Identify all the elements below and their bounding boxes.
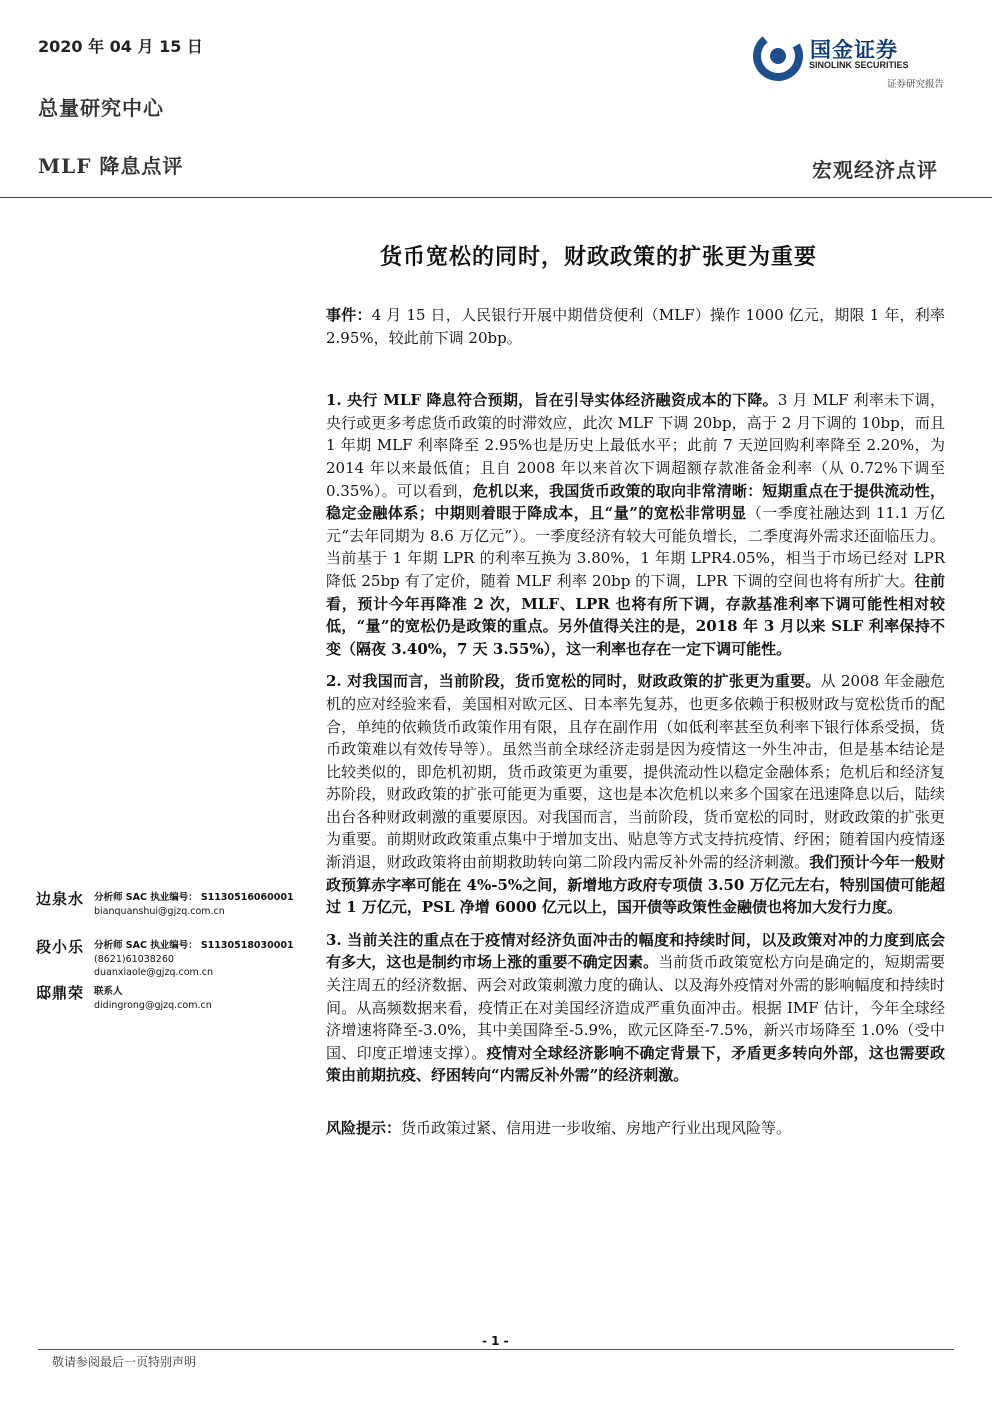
analyst-email[interactable]: bianquanshui@gjzq.com.cn [94, 905, 225, 917]
analyst-name: 邸鼎荣 [36, 984, 85, 1002]
section-1-seg-2: 危机以来，我国货币政策的取向非常清晰：短期重点在于提供流动性，稳定金融体系；中期则着眼于降成本，且“量”的宽松非常明显 [326, 481, 945, 523]
footer-divider [38, 1349, 954, 1350]
logo-name-cn: 国金证券 [810, 38, 898, 62]
section-2-seg-1: 从 2008 年金融危机的应对经验来看，美国相对欧元区、日本率先复苏，也更多依赖于积极财政与宽松货币的配合，单纯的依赖货币政策作用有限，且存在副作用（如低利率甚至负利率下银行体系受损，货币政策难以有效传导等）。虽然当前全球经济走弱是因为疫情这一外生冲击，但是基本结论是比较类似的，即危机初期，货币政策更为重要，提供流动性以稳定金融体系；危机后和经济复苏阶段，财政政策的扩张可能更为重要，这也是本次危机以来多个国家在迅速降息以后，陆续出台各种财政刺激的重要原因。对我国而言，当前阶段，货币宽松的同时，财政政策的扩张更为重要。前期财政政策重点集中于增加支出、贴息等方式支持抗疫情、纾困；随着国内疫情逐渐消退，财政政策将由前期救助转向第二阶段内需反补外需的经济刺激。 [326, 672, 945, 872]
section-1-seg-0: 1. 央行 MLF 降息符合预期，旨在引导实体经济融资成本的下降。 [326, 391, 778, 410]
analyst-list [36, 888, 306, 1030]
logo-name-en: SINOLINK SECURITIES [809, 60, 909, 70]
analyst-phone: (8621)61038260 [94, 953, 174, 965]
risk-label: 风险提示： [326, 1119, 402, 1137]
analyst-role: 分析师 SAC 执业编号： [94, 892, 198, 903]
section-1-seg-3: （一季度社融达到 11.1 万亿元“去年同期为 8.6 万亿元”）。一季度经济有较大可能负增长，二季度海外需求还面临压力。当前基于 1 年期 LPR 的利率互换为 3.80%，1 年期 LPR4.05%，相当于市场已经对 LPR 降低 25bp 有了定价，随着 MLF 利率 20bp 的下调，LPR 下调的空间也将有所扩大。 [326, 504, 946, 590]
analyst-info [94, 891, 294, 918]
analyst-role: 分析师 SAC 执业编号： [94, 940, 198, 951]
report-title: 货币宽松的同时，财政政策的扩张更为重要 [380, 244, 818, 270]
analyst-name: 边泉水 [36, 890, 85, 908]
section-3-seg-1: 当前货币政策宽松方向是确定的，短期需要关注周五的经济数据、两会对政策刺激力度的确认、以及海外疫情对外需的影响幅度和持续时间。从高频数据来看，疫情正在对美国经济造成严重负面冲击。根据 IMF 估计，今年全球经济增速将降至-3.0%，其中美国降至-5.9%，欧元区降至-7.5%，新兴市场降至 1.0%（受中国、印度正增速支撑）。 [326, 953, 945, 1062]
report-category: 宏观经济点评 [812, 158, 938, 182]
analyst-card [36, 982, 306, 1030]
company-logo [752, 30, 948, 92]
page-number: - 1 - [482, 1334, 509, 1348]
event-label: 事件： [326, 306, 372, 324]
analyst-info [94, 985, 212, 1012]
sinolink-logo-icon [752, 30, 804, 82]
footer-disclaimer: 敬请参阅最后一页特别声明 [52, 1355, 197, 1369]
report-subtitle: MLF 降息点评 [38, 154, 184, 178]
research-center: 总量研究中心 [38, 96, 164, 120]
section-3 [326, 929, 945, 1087]
analyst-card [36, 936, 306, 982]
analyst-info [94, 939, 294, 980]
risk-paragraph [326, 1117, 945, 1140]
section-1 [326, 389, 945, 660]
event-text: 4 月 15 日，人民银行开展中期借贷便利（MLF）操作 1000 亿元，期限 1 年，利率 2.95%，较此前下调 20bp。 [326, 306, 945, 347]
section-2 [326, 670, 945, 919]
section-1-seg-1: 3 月 MLF 利率未下调，央行或更多考虑货币政策的时滞效应，此次 MLF 下调 20bp，高于 2 月下调的 10bp，而且 1 年期 MLF 利率降至 2.95%也是历史上最低水平；此前 7 天逆回购利率降至 2.20%，为 2014 年以来最低值；且自 2008 年以来首次下调超额存款准备金利率（从 0.72%下调至 0.35%）。可以看到， [326, 391, 945, 500]
risk-text: 货币政策过紧、信用进一步收缩、房地产行业出现风险等。 [401, 1119, 792, 1137]
event-paragraph [326, 304, 945, 349]
analyst-sac-id: S1130516060001 [200, 892, 294, 903]
report-type-tag: 证券研究报告 [886, 79, 944, 90]
analyst-card [36, 888, 306, 936]
analyst-role: 联系人 [94, 986, 123, 997]
analyst-email[interactable]: duanxiaole@gjzq.com.cn [94, 967, 214, 979]
analyst-email[interactable]: didingrong@gjzq.com.cn [94, 999, 212, 1011]
analyst-name: 段小乐 [36, 938, 85, 956]
section-2-seg-0: 2. 对我国而言，当前阶段，货币宽松的同时，财政政策的扩张更为重要。 [326, 672, 821, 691]
report-date: 2020 年 04 月 15 日 [38, 37, 203, 56]
header-divider [0, 197, 992, 198]
section-1-seg-4: 往前看，预计今年再降准 2 次，MLF、LPR 也将有所下调，存款基准利率下调可能性相对较低，“量”的宽松仍是政策的重点。另外值得关注的是，2018 年 3 月以来 SLF 利率保持不变（隔夜 3.40%，7 天 3.55%），这一利率也存在一定下调可能性。 [326, 571, 945, 658]
analyst-sac-id: S1130518030001 [200, 940, 294, 951]
section-3-seg-0: 3. 当前关注的重点在于疫情对经济负面冲击的幅度和持续时间，以及政策对冲的力度到底会有多大，这也是制约市场上涨的重要不确定因素。 [326, 930, 945, 972]
section-3-seg-2: 疫情对全球经济影响不确定背景下，矛盾更多转向外部，这也需要政策由前期抗疫、纾困转向“内需反补外需”的经济刺激。 [326, 1043, 945, 1085]
section-2-seg-2: 我们预计今年一般财政预算赤字率可能在 4%-5%之间，新增地方政府专项债 3.50 万亿元左右，特别国债可能超过 1 万亿元，PSL 净增 6000 亿元以上，国开债等政策性金融债也将加大发行力度。 [326, 853, 945, 917]
report-body [326, 304, 945, 1140]
